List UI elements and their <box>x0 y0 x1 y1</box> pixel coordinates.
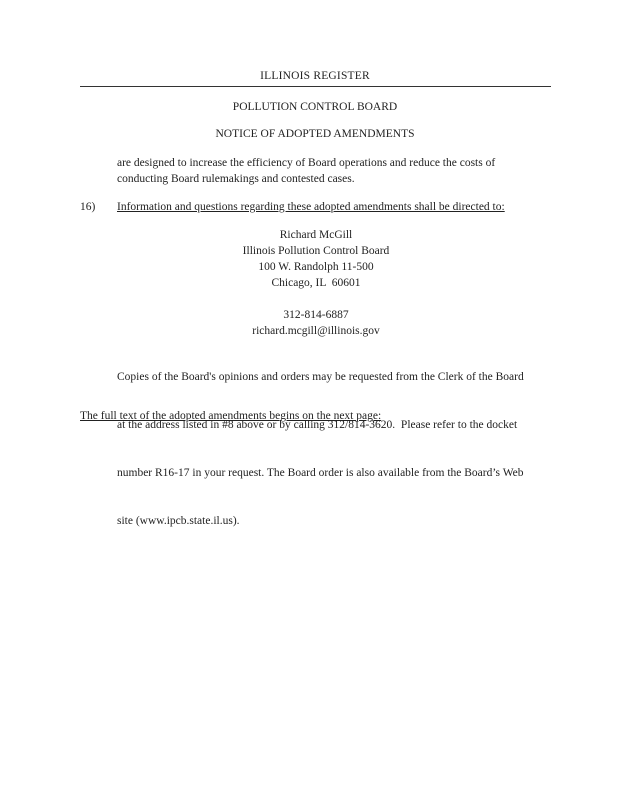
intro-paragraph <box>117 155 557 187</box>
intro-line: conducting Board rulemakings and contested cases. <box>117 173 355 185</box>
agency-name: POLLUTION CONTROL BOARD <box>232 101 398 113</box>
section-number: 16) <box>80 201 96 213</box>
copies-line: at the address listed in #8 above or by calling 312/814-3620. Please refer to the docket <box>117 419 518 431</box>
notice-title: NOTICE OF ADOPTED AMENDMENTS <box>215 128 415 140</box>
copies-line: number R16-17 in your request. The Board order is also available from the Board’s Web <box>117 467 524 479</box>
contact-name: Richard McGill <box>279 229 353 241</box>
closing-statement: The full text of the adopted amendments begins on the next page: <box>80 410 382 422</box>
copies-paragraph <box>117 337 562 561</box>
contact-address-line1: 100 W. Randolph 11-500 <box>258 261 374 273</box>
contact-email: richard.mcgill@illinois.gov <box>252 325 380 337</box>
contact-phone: 312-814-6887 <box>283 309 349 321</box>
header-rule <box>80 86 551 87</box>
contact-address-line2: Chicago, IL 60601 <box>271 277 361 289</box>
contact-block <box>166 227 466 339</box>
copies-line: Copies of the Board's opinions and orders may be requested from the Clerk of the Board <box>117 371 524 383</box>
intro-line: are designed to increase the efficiency of Board operations and reduce the costs of <box>117 157 496 169</box>
contact-organization: Illinois Pollution Control Board <box>242 245 390 257</box>
section-heading: Information and questions regarding these adopted amendments shall be directed to: <box>117 201 505 213</box>
register-title: ILLINOIS REGISTER <box>260 70 370 82</box>
copies-line: site (www.ipcb.state.il.us). <box>117 515 240 527</box>
contact-spacer <box>166 291 466 307</box>
